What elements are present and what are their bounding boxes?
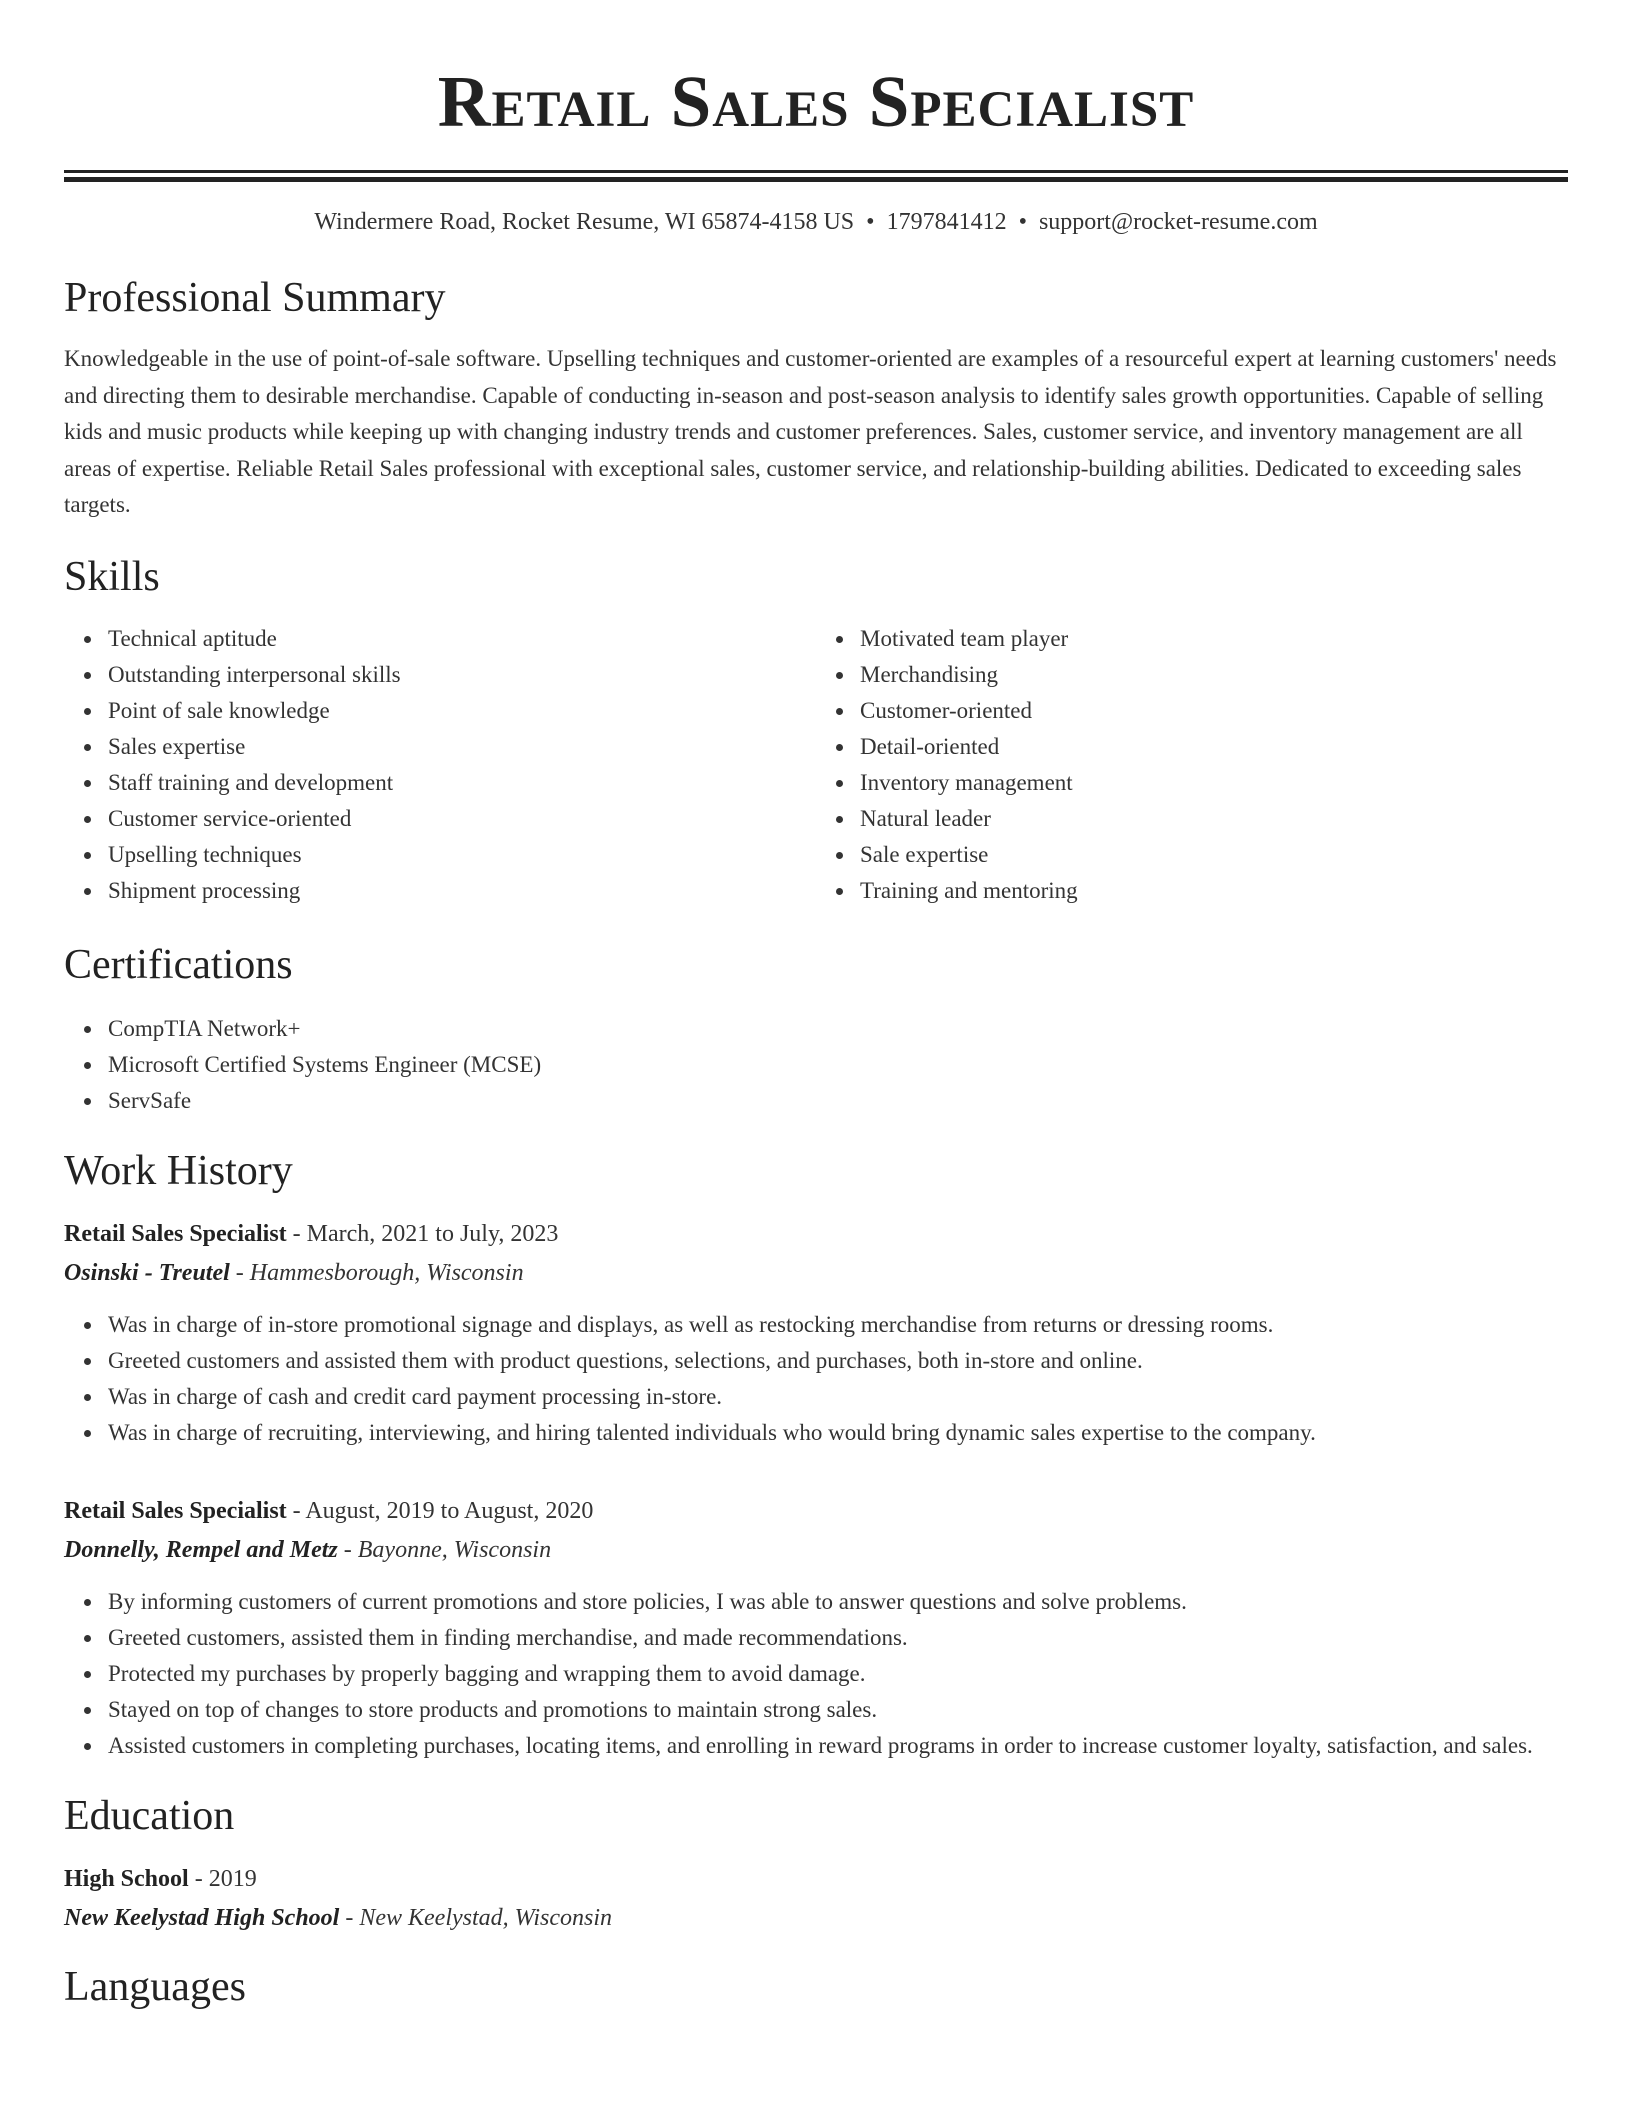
contact-line (64, 207, 1568, 237)
job-title-line (64, 1215, 1568, 1253)
resume-title: Retail Sales Specialist (437, 61, 1195, 142)
section-heading-certifications: Certifications (64, 941, 293, 988)
skill-item: Point of sale knowledge (108, 693, 816, 729)
job-duty-item: Was in charge of cash and credit card payment processing in-store. (108, 1379, 1568, 1415)
summary-text: Knowledgeable in the use of point-of-sale software. Upselling techniques and customer-oriented are examples of a resourceful expert at learning customers' needs and directing them to desirable merchandise. Capable of conducting in-season and post-season analysis to identify sales growth opportunities. Capable of selling kids and music products while keeping up with changing industry trends and customer preferences. Sales, customer service, and inventory management are all areas of expertise. Reliable Retail Sales professional with exceptional sales, customer service, and relationship-building abilities. Dedicated to exceeding sales targets. (64, 346, 1557, 517)
job-duty-item: Greeted customers and assisted them with product questions, selections, and purchases, both in-store and online. (108, 1343, 1568, 1379)
skill-item: Inventory management (860, 765, 1568, 801)
contact-email: support@rocket-resume.com (1038, 209, 1318, 235)
certification-item: CompTIA Network+ (108, 1011, 1568, 1047)
degree-line (64, 1860, 1568, 1898)
job-duty-item: Was in charge of recruiting, interviewing, and hiring talented individuals who would bring dynamic sales expertise to the company. (108, 1415, 1568, 1451)
skill-item: Staff training and development (108, 765, 816, 801)
job-duty-item: Assisted customers in completing purchases, locating items, and enrolling in reward programs in order to increase customer loyalty, satisfaction, and sales. (108, 1728, 1568, 1764)
certification-item: ServSafe (108, 1083, 1568, 1119)
section-heading-education: Education (64, 1792, 235, 1839)
skills-list-right (816, 621, 1568, 909)
certification-item: Microsoft Certified Systems Engineer (MCSE) (108, 1047, 1568, 1083)
skill-item: Shipment processing (108, 873, 816, 909)
skills-grid (64, 621, 1568, 909)
skill-item: Detail-oriented (860, 729, 1568, 765)
job-duty-item: Protected my purchases by properly bagging and wrapping them to avoid damage. (108, 1656, 1568, 1692)
contact-separator: • (1018, 209, 1027, 235)
school-line (64, 1898, 1568, 1938)
skill-item: Outstanding interpersonal skills (108, 657, 816, 693)
skill-item: Natural leader (860, 801, 1568, 837)
company-line (64, 1253, 1568, 1293)
job-duty-item: Greeted customers, assisted them in finding merchandise, and made recommendations. (108, 1620, 1568, 1656)
skill-item: Training and mentoring (860, 873, 1568, 909)
graduation-year: - 2019 (188, 1865, 257, 1892)
school-name: New Keelystad High School (64, 1904, 340, 1931)
skills-column-right (816, 621, 1568, 909)
section-heading-skills: Skills (64, 553, 160, 600)
job-entry (64, 1492, 1568, 1764)
skill-item: Sales expertise (108, 729, 816, 765)
contact-separator: • (866, 209, 875, 235)
title-divider (64, 170, 1568, 173)
section-heading-work-history: Work History (64, 1147, 293, 1194)
certifications-list (64, 1011, 1568, 1119)
skill-item: Merchandising (860, 657, 1568, 693)
contact-phone: 1797841412 (886, 209, 1007, 235)
skills-list-left (64, 621, 816, 909)
job-duty-item: Stayed on top of changes to store products and promotions to maintain strong sales. (108, 1692, 1568, 1728)
job-title: Retail Sales Specialist (64, 1220, 287, 1247)
section-heading-languages: Languages (64, 1963, 246, 2010)
skill-item: Upselling techniques (108, 837, 816, 873)
education-entry (64, 1860, 1568, 1938)
company-name: Donnelly, Rempel and Metz (64, 1536, 338, 1563)
degree: High School (64, 1865, 189, 1892)
job-dates: - March, 2021 to July, 2023 (286, 1220, 559, 1247)
job-title: Retail Sales Specialist (64, 1497, 287, 1524)
job-duties-list (64, 1307, 1568, 1451)
skill-item: Technical aptitude (108, 621, 816, 657)
job-duties-list (64, 1584, 1568, 1764)
skill-item: Sale expertise (860, 837, 1568, 873)
section-heading-summary: Professional Summary (64, 275, 446, 321)
job-entry (64, 1215, 1568, 1451)
skill-item: Motivated team player (860, 621, 1568, 657)
school-location: - New Keelystad, Wisconsin (339, 1904, 612, 1931)
company-location: - Hammesborough, Wisconsin (229, 1259, 524, 1286)
skills-column-left (64, 621, 816, 909)
skill-item: Customer service-oriented (108, 801, 816, 837)
company-line (64, 1530, 1568, 1570)
company-location: - Bayonne, Wisconsin (337, 1536, 552, 1563)
contact-address: Windermere Road, Rocket Resume, WI 65874-4158 US (314, 209, 855, 235)
job-title-line (64, 1492, 1568, 1530)
company-name: Osinski - Treutel (64, 1259, 230, 1286)
job-duty-item: By informing customers of current promotions and store policies, I was able to answer questions and solve problems. (108, 1584, 1568, 1620)
job-duty-item: Was in charge of in-store promotional signage and displays, as well as restocking merchandise from returns or dressing rooms. (108, 1307, 1568, 1343)
skill-item: Customer-oriented (860, 693, 1568, 729)
job-dates: - August, 2019 to August, 2020 (286, 1497, 594, 1524)
